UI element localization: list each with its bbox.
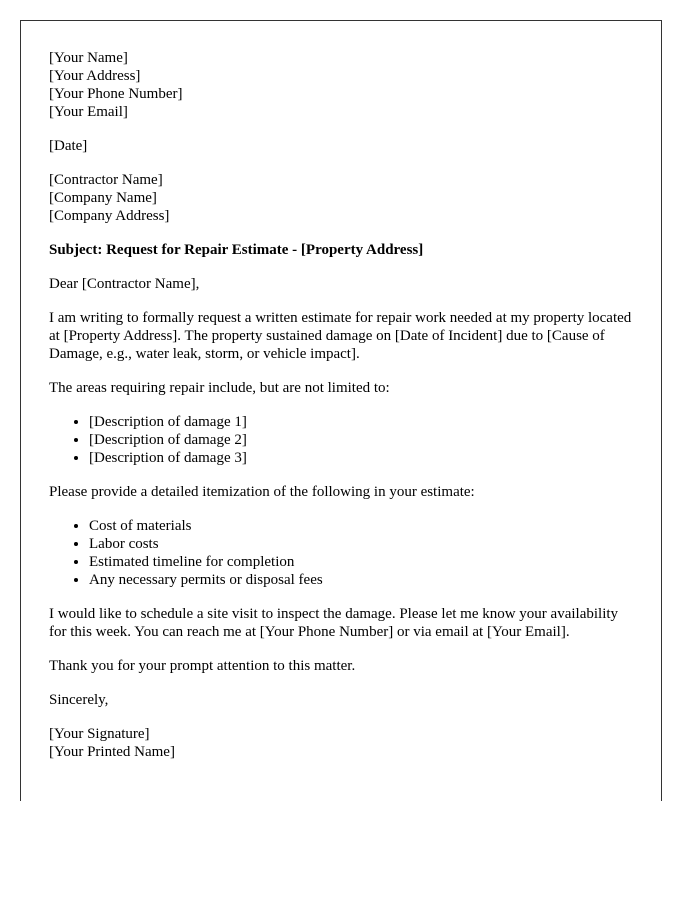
signature-block xyxy=(49,725,634,761)
recipient-name: [Contractor Name] xyxy=(49,172,163,188)
salutation: Dear [Contractor Name], xyxy=(49,276,200,292)
itemization-list xyxy=(49,517,634,589)
list-item: • [Description of damage 2] xyxy=(89,431,634,449)
thanks-paragraph: Thank you for your prompt attention to this matter. xyxy=(49,658,356,674)
printed-name: [Your Printed Name] xyxy=(49,744,175,760)
closing: Sincerely, xyxy=(49,692,109,708)
site-visit-paragraph: I would like to schedule a site visit to inspect the damage. Please let me know your availability for this week. You can reach me at [Your Phone Number] or via email at [Your Email]. xyxy=(49,606,619,640)
list-item: • Estimated timeline for completion xyxy=(89,553,634,571)
sender-email: [Your Email] xyxy=(49,104,128,120)
sender-name: [Your Name] xyxy=(49,50,128,66)
list-item: • [Description of damage 3] xyxy=(89,449,634,467)
recipient-address: [Company Address] xyxy=(49,208,170,224)
areas-intro: The areas requiring repair include, but are not limited to: xyxy=(49,380,390,396)
list-item: • [Description of damage 1] xyxy=(89,413,634,431)
list-item: • Cost of materials xyxy=(89,517,634,535)
list-item: • Any necessary permits or disposal fees xyxy=(89,571,634,589)
itemization-intro: Please provide a detailed itemization of the following in your estimate: xyxy=(49,484,475,500)
letter-content xyxy=(49,49,634,761)
subject-line: Subject: Request for Repair Estimate - [Property Address] xyxy=(49,242,424,258)
date: [Date] xyxy=(49,138,88,154)
sender-phone: [Your Phone Number] xyxy=(49,86,183,102)
recipient-block xyxy=(49,171,634,225)
letter-page xyxy=(20,20,662,801)
signature: [Your Signature] xyxy=(49,726,150,742)
sender-block xyxy=(49,49,634,121)
intro-paragraph: I am writing to formally request a written estimate for repair work needed at my property located at [Property Address]. The property sustained damage on [Date of Incident] due to [Cause of Damage, e.g., water leak, storm, or vehicle impact]. xyxy=(49,310,632,362)
damage-list xyxy=(49,413,634,467)
sender-address: [Your Address] xyxy=(49,68,141,84)
recipient-company: [Company Name] xyxy=(49,190,157,206)
list-item: • Labor costs xyxy=(89,535,634,553)
